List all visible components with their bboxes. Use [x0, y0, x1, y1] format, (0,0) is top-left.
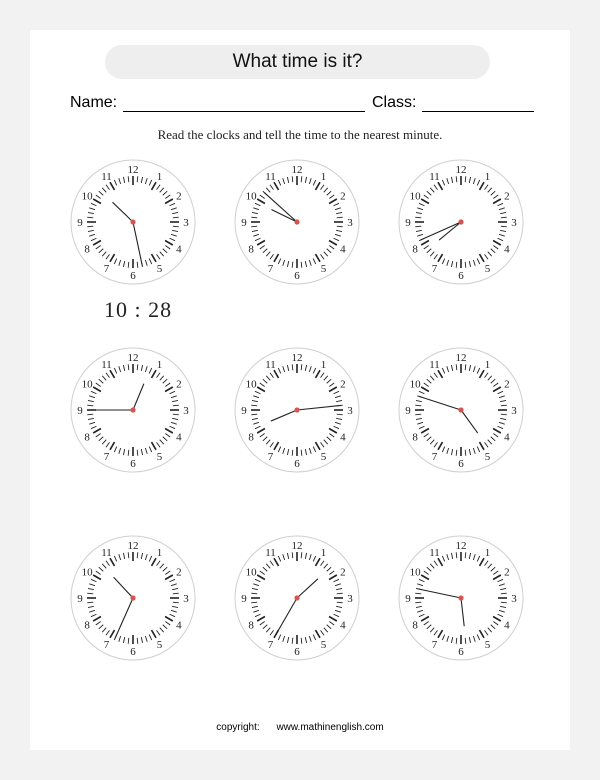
- clock-numeral: 5: [484, 262, 491, 275]
- minute-tick: [128, 552, 129, 558]
- minute-tick: [87, 405, 93, 406]
- clock-numeral: 8: [412, 431, 418, 444]
- clock-numeral: 6: [130, 270, 136, 282]
- clock-numeral: 4: [340, 431, 346, 444]
- center-dot: [130, 595, 135, 600]
- minute-tick: [465, 176, 466, 182]
- clock-numeral: 12: [455, 352, 467, 364]
- worksheet-title: [105, 45, 490, 79]
- clock-numeral: 8: [84, 619, 90, 632]
- minute-tick: [465, 364, 466, 370]
- name-field: [70, 92, 365, 112]
- minute-tick: [173, 226, 179, 227]
- clock-numeral: 10: [245, 190, 257, 203]
- clock-numeral: 9: [405, 405, 411, 417]
- clock-numeral: 9: [405, 217, 411, 229]
- clock-numeral: 9: [241, 593, 247, 605]
- minute-tick: [292, 638, 293, 644]
- center-dot: [294, 407, 299, 412]
- clock-numeral: 1: [320, 359, 327, 372]
- minute-tick: [301, 638, 302, 644]
- clock-numeral: 5: [320, 638, 327, 651]
- clock-numeral: 3: [347, 217, 353, 229]
- clock-numeral: 10: [409, 190, 421, 203]
- clock-numeral: 10: [81, 378, 93, 391]
- clock-numeral: 11: [429, 171, 440, 184]
- clock-numeral: 3: [183, 405, 189, 417]
- clock-numeral: 11: [101, 359, 112, 372]
- minute-tick: [501, 405, 507, 406]
- center-dot: [294, 595, 299, 600]
- center-dot: [294, 219, 299, 224]
- minute-tick: [301, 176, 302, 182]
- minute-tick: [251, 226, 257, 227]
- clock-numeral: 2: [176, 190, 182, 203]
- minute-tick: [501, 414, 507, 415]
- clock-numeral: 9: [241, 405, 247, 417]
- minute-tick: [301, 364, 302, 370]
- clock-numeral: 12: [455, 540, 467, 552]
- clock-numeral: 7: [267, 638, 274, 651]
- clock-numeral: 4: [504, 431, 510, 444]
- minute-tick: [465, 262, 466, 268]
- clock-numeral: 10: [409, 378, 421, 391]
- clock-numeral: 1: [320, 547, 327, 560]
- minute-tick: [501, 226, 507, 227]
- clock-numeral: 8: [84, 243, 90, 256]
- minute-tick: [501, 602, 507, 603]
- clock-face: [233, 158, 361, 286]
- clock-numeral: 5: [320, 262, 327, 275]
- clock-face: [233, 534, 361, 662]
- minute-tick: [128, 176, 129, 182]
- clock-numeral: 12: [291, 352, 303, 364]
- clock-face: [69, 158, 197, 286]
- clock-face: [69, 346, 197, 474]
- clock-numeral: 3: [183, 217, 189, 229]
- clock-numeral: 11: [265, 359, 276, 372]
- minute-tick: [87, 217, 93, 218]
- clock-numeral: 7: [431, 450, 438, 463]
- clock-face: [69, 534, 197, 662]
- name-blank[interactable]: [123, 95, 365, 112]
- copyright-site: www.mathinenglish.com: [276, 722, 384, 733]
- title-text: What time is it?: [232, 51, 363, 72]
- clock-numeral: 4: [504, 619, 510, 632]
- clock-numeral: 2: [504, 378, 510, 391]
- minute-tick: [456, 450, 457, 456]
- clock-numeral: 3: [511, 593, 517, 605]
- clock-numeral: 1: [484, 171, 491, 184]
- center-dot: [130, 407, 135, 412]
- clock-numeral: 2: [504, 190, 510, 203]
- minute-tick: [173, 217, 179, 218]
- minute-tick: [465, 638, 466, 644]
- minute-tick: [501, 217, 507, 218]
- clock-numeral: 10: [245, 566, 257, 579]
- minute-tick: [415, 602, 421, 603]
- clock-face: [397, 534, 525, 662]
- clock-numeral: 10: [245, 378, 257, 391]
- minute-tick: [456, 552, 457, 558]
- clock-numeral: 11: [101, 547, 112, 560]
- minute-tick: [292, 450, 293, 456]
- minute-tick: [456, 176, 457, 182]
- clock-numeral: 4: [176, 431, 182, 444]
- minute-tick: [415, 217, 421, 218]
- minute-tick: [301, 552, 302, 558]
- clock-numeral: 7: [431, 262, 438, 275]
- minute-tick: [128, 450, 129, 456]
- clock-numeral: 6: [458, 646, 464, 658]
- clock-numeral: 8: [412, 619, 418, 632]
- clock-numeral: 10: [81, 566, 93, 579]
- clock-numeral: 9: [241, 217, 247, 229]
- minute-tick: [456, 638, 457, 644]
- clock-numeral: 9: [77, 405, 83, 417]
- clock-numeral: 4: [176, 243, 182, 256]
- clock-numeral: 3: [511, 217, 517, 229]
- name-label: Name:: [70, 94, 118, 111]
- minute-tick: [251, 602, 257, 603]
- minute-tick: [173, 414, 179, 415]
- clock-numeral: 3: [347, 593, 353, 605]
- minute-tick: [292, 552, 293, 558]
- copyright-label: copyright:: [216, 722, 260, 733]
- center-dot: [458, 407, 463, 412]
- clock-numeral: 1: [320, 171, 327, 184]
- minute-tick: [501, 593, 507, 594]
- minute-tick: [292, 364, 293, 370]
- center-dot: [458, 219, 463, 224]
- minute-tick: [251, 405, 257, 406]
- minute-tick: [465, 450, 466, 456]
- clock-numeral: 12: [127, 352, 139, 364]
- minute-tick: [301, 450, 302, 456]
- clock-numeral: 2: [340, 566, 346, 579]
- clock-numeral: 2: [340, 378, 346, 391]
- minute-tick: [137, 552, 138, 558]
- clock-numeral: 12: [127, 164, 139, 176]
- minute-tick: [415, 226, 421, 227]
- minute-tick: [173, 602, 179, 603]
- clock-numeral: 6: [294, 270, 300, 282]
- clock-numeral: 9: [77, 593, 83, 605]
- minute-tick: [337, 226, 343, 227]
- minute-tick: [415, 414, 421, 415]
- center-dot: [458, 595, 463, 600]
- minute-tick: [251, 217, 257, 218]
- clock-numeral: 5: [156, 450, 163, 463]
- clock-face: [397, 346, 525, 474]
- minute-tick: [137, 450, 138, 456]
- clock-numeral: 1: [156, 547, 163, 560]
- clock-numeral: 11: [265, 547, 276, 560]
- clock-numeral: 10: [81, 190, 93, 203]
- minute-tick: [128, 638, 129, 644]
- minute-tick: [337, 414, 343, 415]
- clock-face: [233, 346, 361, 474]
- minute-tick: [251, 593, 257, 594]
- minute-tick: [292, 176, 293, 182]
- clock-numeral: 11: [265, 171, 276, 184]
- center-dot: [130, 219, 135, 224]
- example-answer: 10 : 28: [104, 297, 173, 322]
- instruction-text: Read the clocks and tell the time to the nearest minute.: [157, 127, 443, 142]
- minute-tick: [337, 217, 343, 218]
- clock-numeral: 5: [156, 638, 163, 651]
- clock-numeral: 12: [291, 540, 303, 552]
- clock-numeral: 9: [405, 593, 411, 605]
- minute-tick: [337, 593, 343, 594]
- clock-numeral: 2: [176, 566, 182, 579]
- clock-numeral: 7: [267, 450, 274, 463]
- clock-numeral: 6: [458, 458, 464, 470]
- clock-face: [397, 158, 525, 286]
- clock-numeral: 1: [156, 359, 163, 372]
- clock-numeral: 7: [103, 450, 110, 463]
- clock-numeral: 1: [484, 547, 491, 560]
- clock-numeral: 12: [291, 164, 303, 176]
- class-blank[interactable]: [422, 95, 534, 112]
- clock-numeral: 6: [294, 458, 300, 470]
- clock-numeral: 8: [412, 243, 418, 256]
- minute-tick: [337, 602, 343, 603]
- clock-numeral: 4: [340, 619, 346, 632]
- clock-numeral: 8: [248, 431, 254, 444]
- minute-tick: [415, 593, 421, 594]
- clock-numeral: 8: [248, 619, 254, 632]
- minute-tick: [465, 552, 466, 558]
- clock-numeral: 1: [156, 171, 163, 184]
- clock-numeral: 11: [101, 171, 112, 184]
- minute-tick: [173, 405, 179, 406]
- minute-tick: [137, 638, 138, 644]
- minute-tick: [87, 602, 93, 603]
- minute-tick: [128, 262, 129, 268]
- clock-numeral: 8: [248, 243, 254, 256]
- minute-tick: [137, 364, 138, 370]
- clock-numeral: 5: [484, 450, 491, 463]
- clock-numeral: 6: [130, 458, 136, 470]
- minute-tick: [456, 262, 457, 268]
- class-label: Class:: [372, 94, 417, 111]
- footer: [0, 722, 600, 733]
- clock-numeral: 9: [77, 217, 83, 229]
- clock-numeral: 4: [176, 619, 182, 632]
- class-field: [372, 92, 534, 112]
- clock-numeral: 4: [340, 243, 346, 256]
- minute-tick: [415, 405, 421, 406]
- minute-tick: [173, 593, 179, 594]
- clock-numeral: 6: [130, 646, 136, 658]
- minute-tick: [251, 414, 257, 415]
- minute-tick: [301, 262, 302, 268]
- minute-tick: [137, 262, 138, 268]
- clock-numeral: 12: [455, 164, 467, 176]
- clock-numeral: 11: [429, 359, 440, 372]
- clock-numeral: 5: [156, 262, 163, 275]
- clock-numeral: 11: [429, 547, 440, 560]
- clock-numeral: 5: [320, 450, 327, 463]
- clock-numeral: 12: [127, 540, 139, 552]
- clock-numeral: 10: [409, 566, 421, 579]
- clock-numeral: 3: [511, 405, 517, 417]
- clock-numeral: 7: [103, 638, 110, 651]
- clock-numeral: 2: [340, 190, 346, 203]
- clock-numeral: 6: [294, 646, 300, 658]
- clock-numeral: 7: [103, 262, 110, 275]
- clock-numeral: 3: [183, 593, 189, 605]
- clock-numeral: 7: [431, 638, 438, 651]
- clock-numeral: 7: [267, 262, 274, 275]
- minute-tick: [137, 176, 138, 182]
- minute-tick: [292, 262, 293, 268]
- clock-numeral: 6: [458, 270, 464, 282]
- minute-tick: [87, 593, 93, 594]
- clock-numeral: 2: [176, 378, 182, 391]
- clock-numeral: 8: [84, 431, 90, 444]
- minute-tick: [87, 414, 93, 415]
- clock-numeral: 2: [504, 566, 510, 579]
- minute-tick: [87, 226, 93, 227]
- clock-numeral: 1: [484, 359, 491, 372]
- clock-numeral: 5: [484, 638, 491, 651]
- clock-numeral: 4: [504, 243, 510, 256]
- minute-tick: [456, 364, 457, 370]
- clock-numeral: 3: [347, 405, 353, 417]
- minute-tick: [128, 364, 129, 370]
